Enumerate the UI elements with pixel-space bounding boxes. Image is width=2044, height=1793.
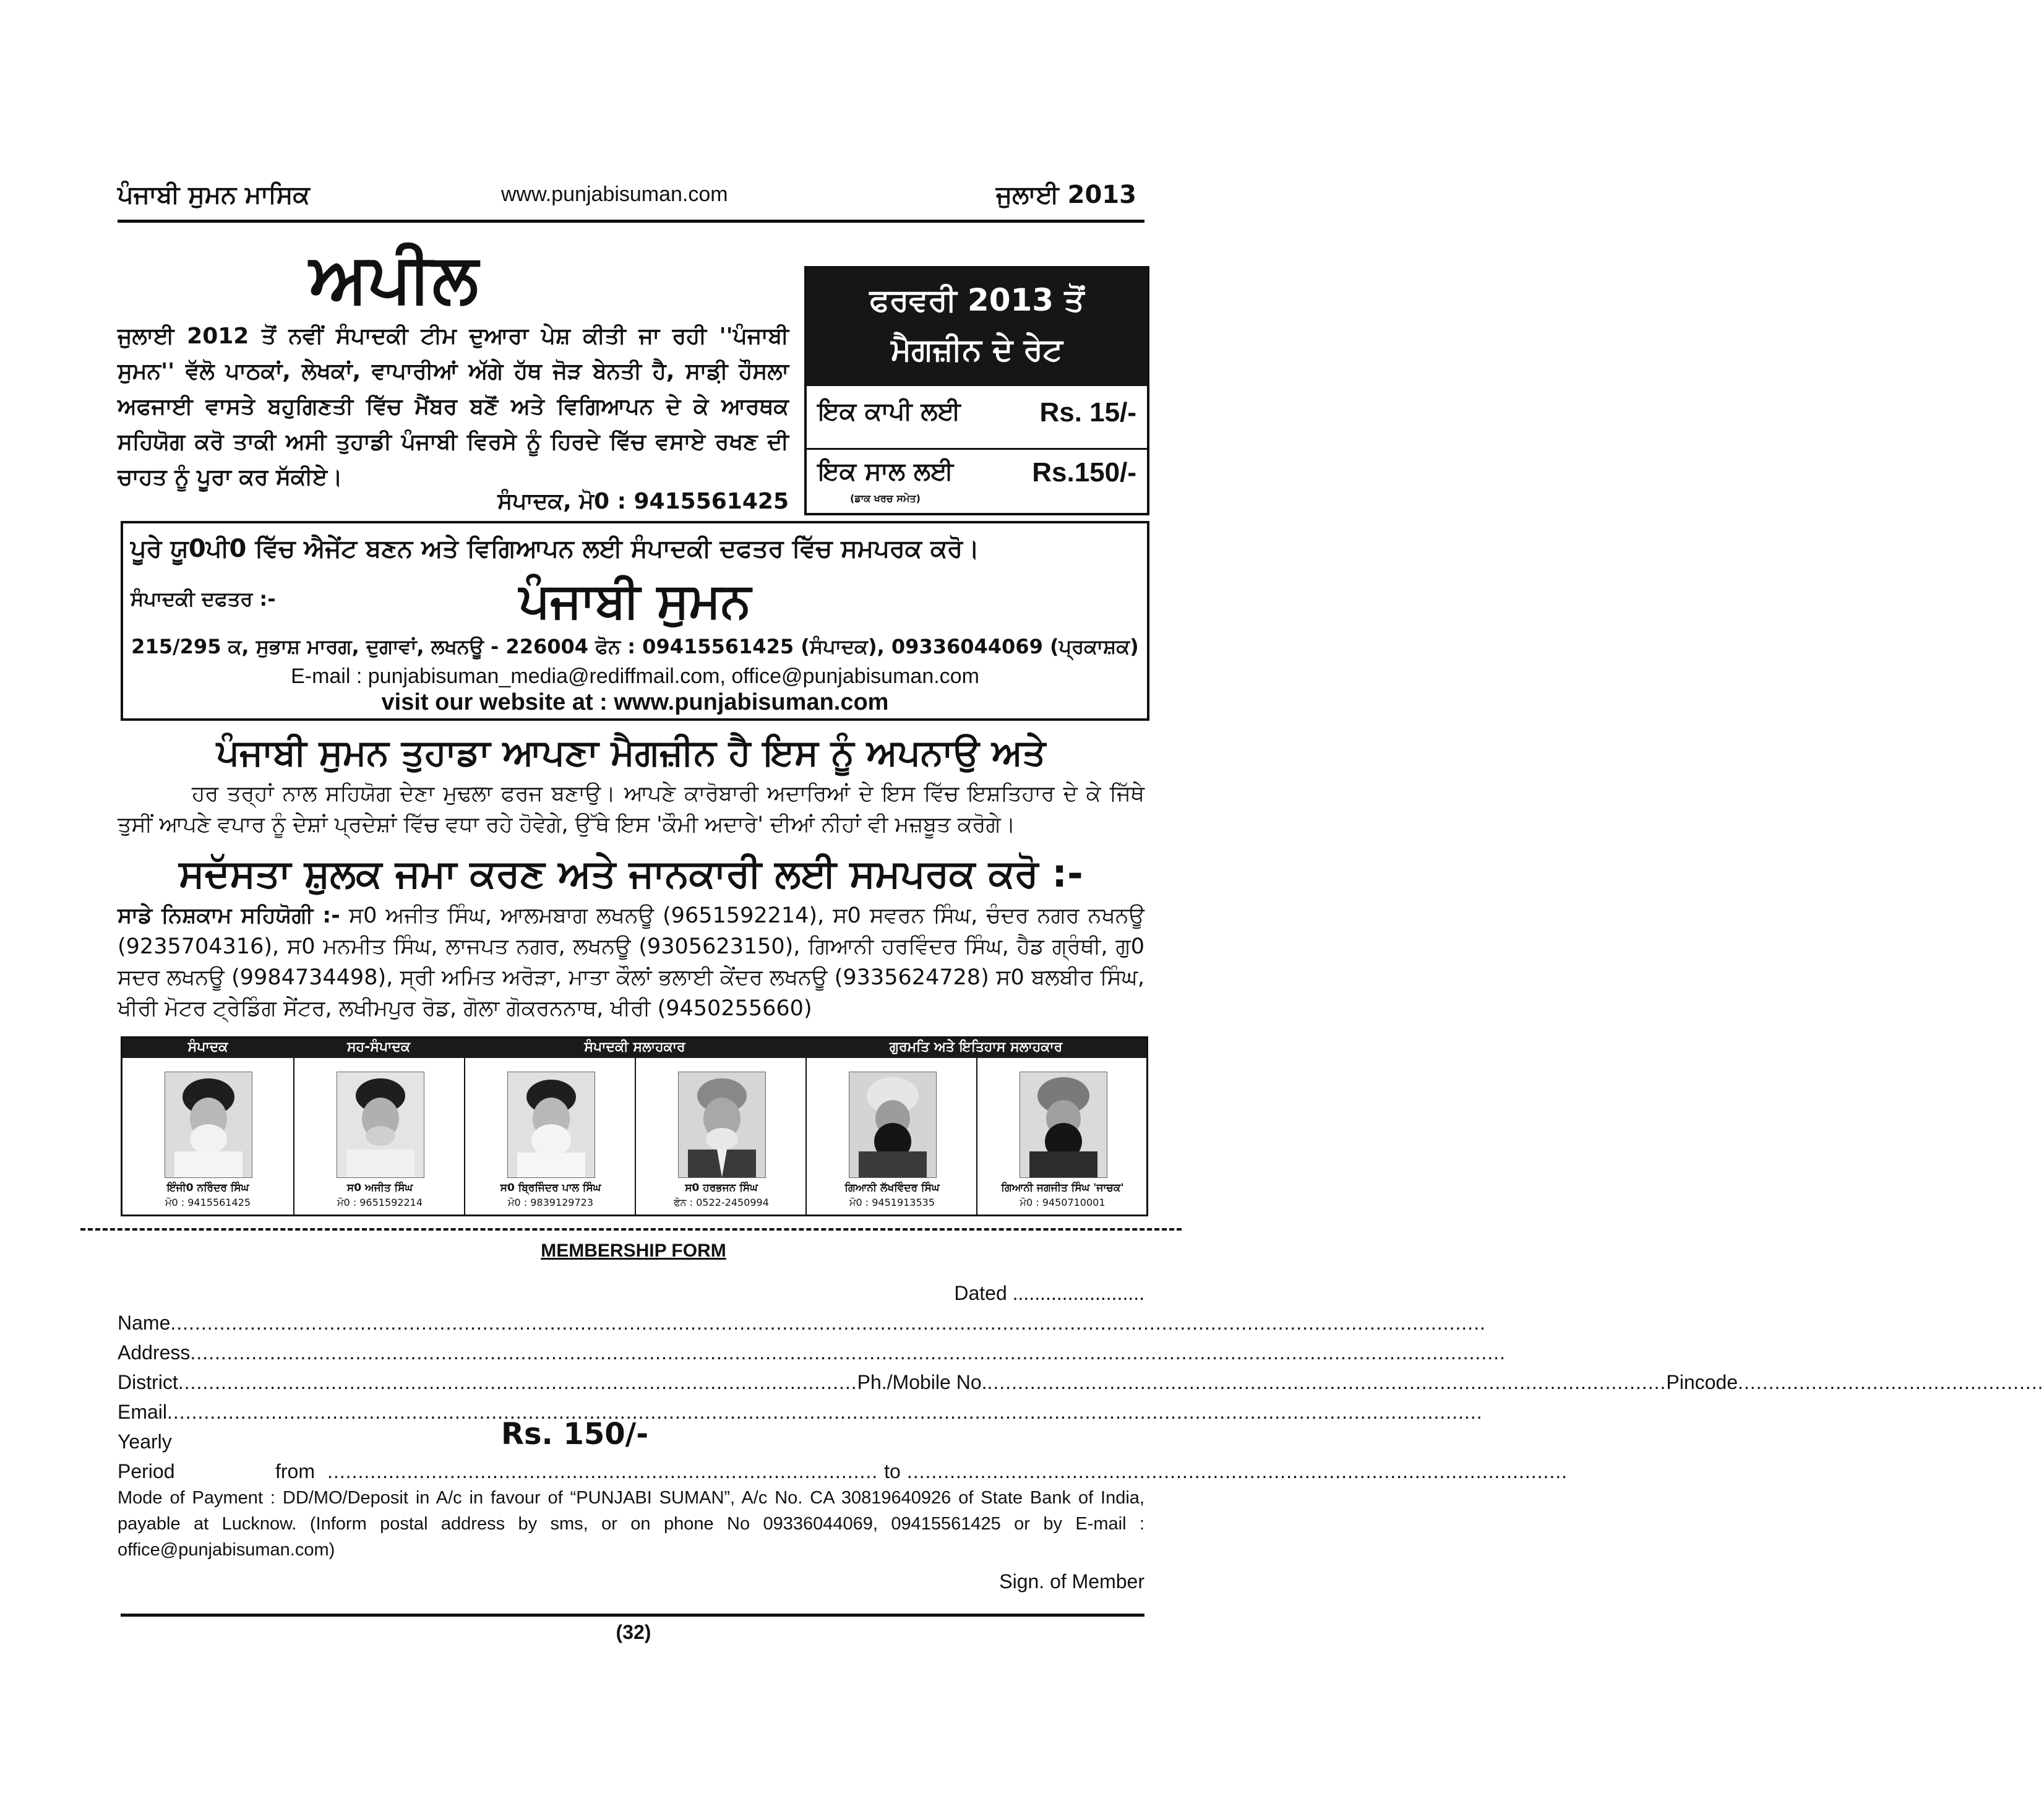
member-signature-label: Sign. of Member bbox=[999, 1570, 1144, 1593]
email-label: Email bbox=[118, 1401, 168, 1423]
cut-line bbox=[80, 1228, 1182, 1231]
form-district-row bbox=[118, 1371, 2044, 1394]
pincode-label: Pincode bbox=[1666, 1371, 1738, 1393]
member-name: ਇੰਜੀ0 ਨਰਿੰਦਰ ਸਿੰਘ bbox=[166, 1182, 249, 1194]
page-number: (32) bbox=[616, 1621, 651, 1643]
district-field: ............................................................................................................... bbox=[178, 1371, 857, 1393]
from-field: .......................................................................................... bbox=[327, 1460, 878, 1482]
category-gurmat-advisor: ਗੁਰਮਤਿ ਅਤੇ ਇਤਿਹਾਸ ਸਲਾਹਕਾਰ bbox=[889, 1039, 1063, 1055]
rate-copy-price: Rs. 15/- bbox=[1039, 397, 1136, 428]
issue-date: ਜੁਲਾਈ 2013 bbox=[996, 181, 1136, 209]
rate-note: (ਡਾਕ ਖਰਚ ਸਮੇਤ) bbox=[850, 492, 921, 504]
team-member-card bbox=[805, 1058, 977, 1215]
address-field: ....................................................................................................................................................................................................................... bbox=[190, 1341, 1506, 1364]
email-field: ....................................................................................................................................................................................................................... bbox=[167, 1401, 1483, 1423]
member-phone: ਮੋ0 : 9839129723 bbox=[507, 1197, 594, 1208]
agent-notice: ਪੂਰੇ ਯੂ0ਪੀ0 ਵਿੱਚ ਐਜੇਂਟ ਬਣਨ ਅਤੇ ਵਿਗਿਆਪਨ ਲਈ ਸੰਪਾਦਕੀ ਦਫਤਰ ਵਿੱਚ ਸਮਪਰਕ ਕਰੋ। bbox=[131, 535, 980, 563]
member-name: ਸ0 ਬ੍ਰਿਜਿੰਦਰ ਪਾਲ ਸਿੰਘ bbox=[500, 1182, 601, 1194]
category-editorial-advisor: ਸੰਪਾਦਕੀ ਸਲਾਹਕਾਰ bbox=[584, 1039, 685, 1055]
rate-year-price: Rs.150/- bbox=[1032, 457, 1136, 488]
member-phone: ਫੋਨ : 0522-2450994 bbox=[674, 1197, 769, 1208]
appeal-body: ਜੁਲਾਈ 2012 ਤੋਂ ਨਵੀਂ ਸੰਪਾਦਕੀ ਟੀਮ ਦੁਆਰਾ ਪੇਸ਼ ਕੀਤੀ ਜਾ ਰਹੀ ''ਪੰਜਾਬੀ ਸੁਮਨ'' ਵੱਲੋ ਪਾਠਕਾਂ, ਲੇਖਕਾਂ, ਵਾਪਾਰੀਆਂ ਅੱਗੇ ਹੱਥ ਜੋੜ ਬੇਨਤੀ ਹੈ, ਸਾਡ਼ੀ ਹੌਸਲਾ ਅਫਜਾਈ ਵਾਸਤੇ ਬਹੁਗਿਣਤੀ ਵਿੱਚ ਮੈਂਬਰ ਬਣੋਂ ਅਤੇ ਵਿਗਿਆਪਨ ਦੇ ਕੇ ਆਰਥਕ ਸਹਿਯੋਗ ਕਰੋ ਤਾਕੀ ਅਸੀ ਤੁਹਾਡੀ ਪੰਜਾਬੀ ਵਿਰਸੇ ਨੂੰ ਹਿਰਦੇ ਵਿੱਚ ਵਸਾਏ ਰਖਣ ਦੀ ਚਾਹਤ ਨੂੰ ਪੂਰਾ ਕਰ ਸੱਕੀਏ। bbox=[118, 324, 789, 490]
member-name: ਸ0 ਅਜੀਤ ਸਿੰਘ bbox=[346, 1182, 413, 1194]
rate-year-row bbox=[818, 457, 1136, 486]
period-label: Period bbox=[118, 1460, 175, 1482]
category-editor: ਸੰਪਾਦਕ bbox=[187, 1039, 228, 1055]
header-rule bbox=[118, 220, 1144, 223]
member-photo bbox=[165, 1072, 252, 1178]
payment-mode-text: Mode of Payment : DD/MO/Deposit in A/c in favour of “PUNJABI SUMAN”, A/c No. CA 30819640926 of State Bank of India, payable at Lucknow. (Inform postal address by sms, or on phone No 09336044069, 09415561425 or by E-mail : office@punjabisuman.com) bbox=[118, 1488, 1144, 1560]
address-label: Address bbox=[118, 1341, 191, 1364]
member-phone: ਮੋ0 : 9450710001 bbox=[1020, 1197, 1106, 1208]
member-phone: ਮੋ0 : 9651592214 bbox=[337, 1197, 423, 1208]
category-co-editor: ਸਹ-ਸੰਪਾਦਕ bbox=[347, 1039, 410, 1055]
member-name: ਗਿਆਨੀ ਜਗਜੀਤ ਸਿੰਘ 'ਜਾਚਕ' bbox=[1001, 1182, 1124, 1194]
name-label: Name bbox=[118, 1312, 171, 1334]
rate-year-label: ਇਕ ਸਾਲ ਲਈ bbox=[818, 457, 954, 486]
member-phone: ਮੋ0 : 9451913535 bbox=[849, 1197, 935, 1208]
phone-label: Ph./Mobile No. bbox=[857, 1371, 987, 1393]
appeal-title: ਅਪੀਲ bbox=[309, 238, 479, 317]
promo-text: ਹਰ ਤਰ੍ਹਾਂ ਨਾਲ ਸਹਿਯੋਗ ਦੇਣਾ ਮੁਢਲਾ ਫਰਜ ਬਣਾਉ। ਆਪਣੇ ਕਾਰੋਬਾਰੀ ਅਦਾਰਿਆਂ ਦੇ ਇਸ ਵਿੱਚ ਇਸ਼ਤਿਹਾਰ ਦੇ ਕੇ ਜਿੱਥੇ ਤੁਸੀਂ ਆਪਣੇ ਵਪਾਰ ਨੂੰ ਦੇਸ਼ਾਂ ਪ੍ਰਦੇਸ਼ਾਂ ਵਿੱਚ ਵਧਾ ਰਹੇ ਹੋਵੇਗੇ, ਉੱਥੇ ਇਸ 'ਕੌਮੀ ਅਦਾਰੇ' ਦੀਆਂ ਨੀਹਾਂ ਵੀ ਮਜ਼ਬੂਤ ਕਰੋਗੇ। bbox=[118, 781, 1144, 837]
member-phone: ਮੋ0 : 9415561425 bbox=[165, 1197, 251, 1208]
rates-divider bbox=[807, 448, 1147, 450]
form-name-row bbox=[118, 1312, 1486, 1335]
magazine-name: ਪੰਜਾਬੀ ਸੁਮਨ ਮਾਸਿਕ bbox=[118, 181, 310, 209]
website-url: www.punjabisuman.com bbox=[501, 183, 728, 206]
rates-box bbox=[804, 266, 1149, 515]
form-period-row bbox=[118, 1460, 1568, 1483]
rate-copy-label: ਇਕ ਕਾਪੀ ਲਈ bbox=[818, 397, 961, 426]
appeal-signature: ਸੰਪਾਦਕ, ਮੋ0 : 9415561425 bbox=[497, 489, 789, 514]
rates-header bbox=[807, 269, 1147, 386]
supporters-text: ਸ0 ਅਜੀਤ ਸਿੰਘ, ਆਲਮਬਾਗ ਲਖਨਊ (9651592214), ਸ0 ਸਵਰਨ ਸਿੰਘ, ਚੰਦਰ ਨਗਰ ਨਖਨਊ (9235704316), ਸ0 ਮਨਮੀਤ ਸਿੰਘ, ਲਾਜਪਤ ਨਗਰ, ਲਖਨਊ (9305623150), ਗਿਆਨੀ ਹਰਵਿੰਦਰ ਸਿੰਘ, ਹੈਡ ਗ੍ਰੰਥੀ, ਗੁ0 ਸਦਰ ਲਖਨਊ (9984734498), ਸ੍ਰੀ ਅਮਿਤ ਅਰੋੜਾ, ਮਾਤਾ ਕੌਲਾਂ ਭਲਾਈ ਕੇਂਦਰ ਲਖਨਊ (9335624728) ਸ0 ਬਲਬੀਰ ਸਿੰਘ, ਖੀਰੀ ਮੋਟਰ ਟ੍ਰੇਡਿੰਗ ਸੇਂਟਰ, ਲਖੀਮਪੁਰ ਰੋਡ, ਗੋਲਾ ਗੋਕਰਨਨਾਥ, ਖੀਰੀ (9450255660) bbox=[118, 903, 1144, 1021]
subscription-heading: ਸਦੱਸਤਾ ਸ਼ੁਲਕ ਜਮਾ ਕਰਣ ਅਤੇ ਜਾਨਕਾਰੀ ਲਈ ਸਮਪਰਕ ਕਰੋ :- bbox=[179, 851, 1083, 896]
team-member-card bbox=[976, 1058, 1148, 1215]
district-label: District bbox=[118, 1371, 178, 1393]
to-label: to bbox=[884, 1460, 901, 1482]
from-label: from bbox=[275, 1460, 315, 1482]
member-photo bbox=[337, 1072, 424, 1178]
pincode-field: .................................................. bbox=[1738, 1371, 2044, 1393]
rates-title-line1: ਫਰਵਰੀ 2013 ਤੋਂ bbox=[869, 282, 1084, 318]
member-photo bbox=[849, 1072, 937, 1178]
office-address: 215/295 ਕ, ਸੁਭਾਸ਼ ਮਾਰਗ, ਦੁਗਾਵਾਂ, ਲਖਨਊ - 226004 ਫੋਨ : 09415561425 (ਸੰਪਾਦਕ), 09336044069 (ਪ੍ਰਕਾਸ਼ਕ) bbox=[131, 635, 1139, 658]
team-member-card bbox=[635, 1058, 807, 1215]
rate-copy-row bbox=[818, 397, 1136, 426]
member-name: ਸ0 ਹਰਭਜਨ ਸਿੰਘ bbox=[685, 1182, 758, 1194]
yearly-fee: Rs. 150/- bbox=[501, 1417, 649, 1451]
supporters-paragraph bbox=[118, 900, 1144, 1024]
member-photo bbox=[507, 1072, 595, 1178]
team-category-bar bbox=[122, 1038, 1146, 1058]
form-title: MEMBERSHIP FORM bbox=[541, 1240, 726, 1261]
rates-title-line2: ਮੈਗਜ਼ੀਨ ਦੇ ਰੇਟ bbox=[891, 332, 1063, 368]
team-strip bbox=[121, 1036, 1148, 1216]
team-member-card bbox=[293, 1058, 465, 1215]
office-label: ਸੰਪਾਦਕੀ ਦਫਤਰ :- bbox=[131, 587, 276, 611]
to-field: ............................................................................................................ bbox=[906, 1460, 1568, 1482]
phone-field: ............................................................................................................... bbox=[987, 1371, 1667, 1393]
yearly-label: Yearly bbox=[118, 1430, 172, 1453]
form-address-row bbox=[118, 1341, 1506, 1364]
office-email: E-mail : punjabisuman_media@rediffmail.com, office@punjabisuman.com bbox=[291, 664, 979, 688]
member-photo bbox=[678, 1072, 766, 1178]
member-name: ਗਿਆਨੀ ਲੱਖਵਿੰਦਰ ਸਿੰਘ bbox=[844, 1182, 940, 1194]
supporters-label: ਸਾਡੇ ਨਿਸ਼ਕਾਮ ਸਹਿਯੋਗੀ :- bbox=[118, 903, 340, 928]
office-name: ਪੰਜਾਬੀ ਸੁਮਨ bbox=[519, 573, 751, 629]
office-website: visit our website at : www.punjabisuman.com bbox=[381, 689, 889, 715]
team-member-card bbox=[122, 1058, 293, 1215]
member-photo bbox=[1020, 1072, 1107, 1178]
promo-heading: ਪੰਜਾਬੀ ਸੁਮਨ ਤੁਹਾਡਾ ਆਪਣਾ ਮੈਗਜ਼ੀਨ ਹੈ ਇਸ ਨੂੰ ਅਪਨਾਉ ਅਤੇ bbox=[216, 731, 1046, 773]
form-dated-field: Dated ........................ bbox=[954, 1282, 1144, 1304]
team-member-card bbox=[464, 1058, 636, 1215]
office-box bbox=[121, 521, 1149, 721]
name-field: ....................................................................................................................................................................................................................... bbox=[170, 1312, 1486, 1334]
footer-rule bbox=[121, 1614, 1144, 1617]
